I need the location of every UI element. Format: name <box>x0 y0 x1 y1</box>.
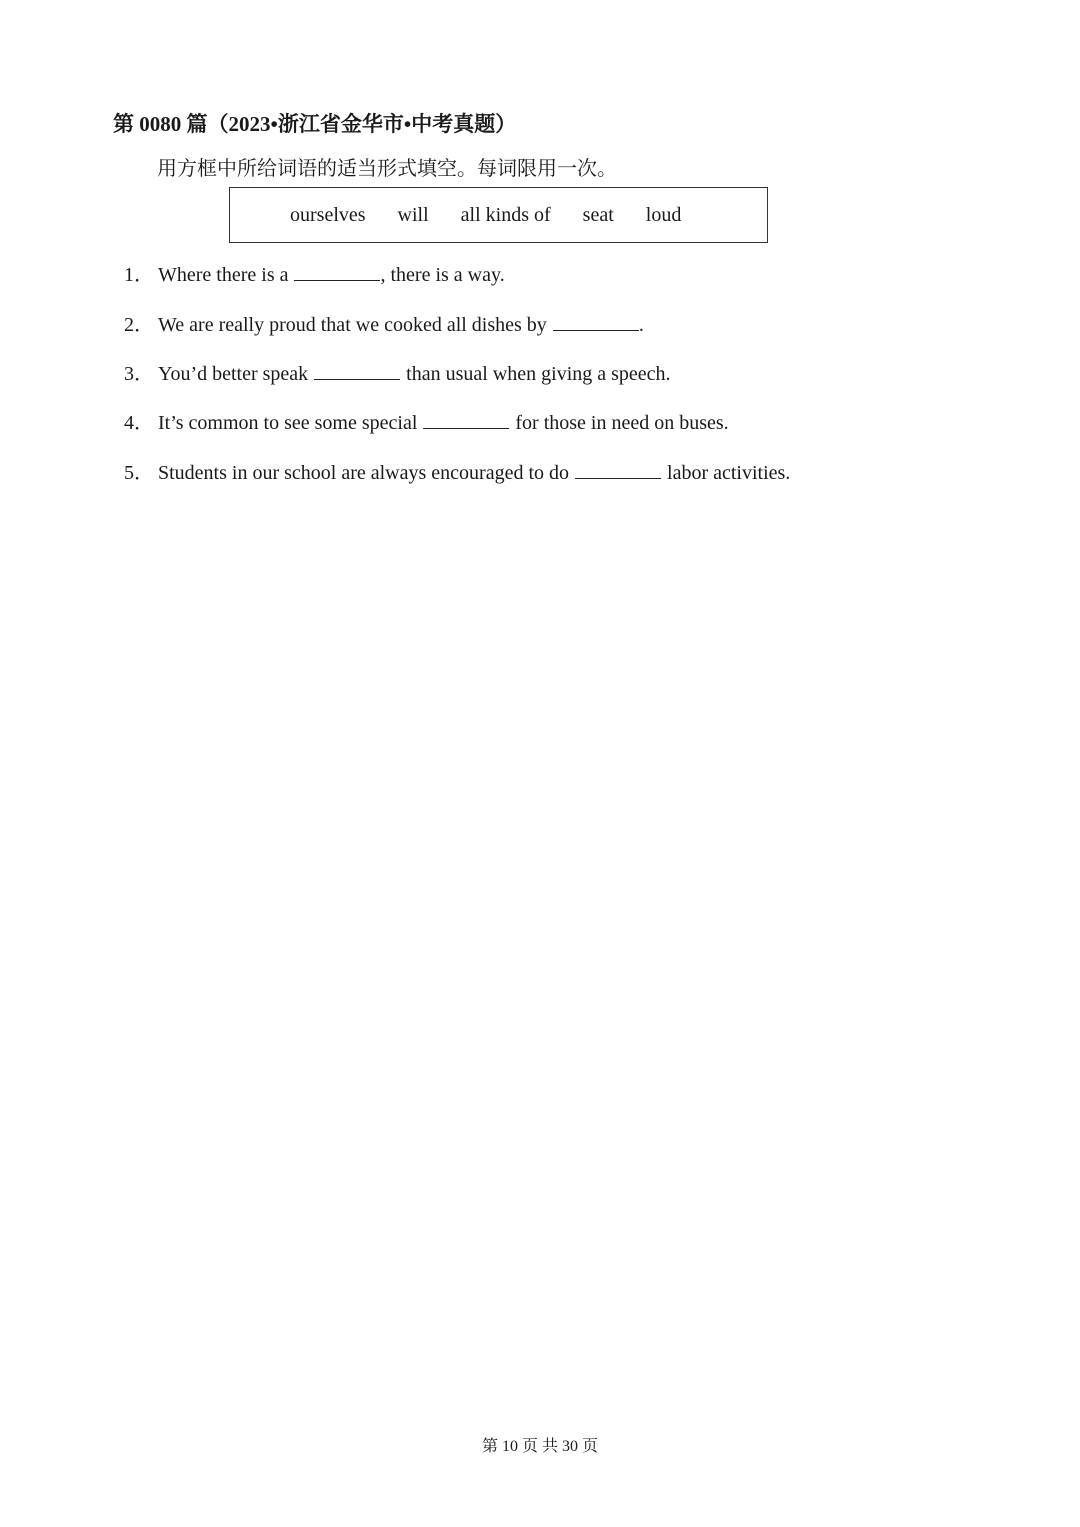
question-text-before: Students in our school are always encouraged to do <box>158 462 570 484</box>
question-number: 4． <box>124 412 154 434</box>
question-2 <box>124 308 644 337</box>
answer-blank[interactable] <box>423 427 509 429</box>
section-title: 第 0080 篇（2023•浙江省金华市•中考真题） <box>113 112 517 136</box>
answer-blank[interactable] <box>294 279 380 281</box>
answer-blank[interactable] <box>314 378 400 380</box>
word-bank-item: seat <box>582 203 614 226</box>
question-4 <box>124 406 729 435</box>
question-text-after: labor activities. <box>667 462 791 484</box>
answer-blank[interactable] <box>553 329 639 331</box>
word-bank-item: loud <box>645 203 682 226</box>
word-bank-box <box>229 187 768 243</box>
question-number: 3． <box>124 363 154 385</box>
word-bank-item: all kinds of <box>460 203 551 226</box>
question-text-before: Where there is a <box>158 264 289 286</box>
question-number: 2． <box>124 314 154 336</box>
word-bank-item: ourselves <box>290 203 366 226</box>
question-text-before: You’d better speak <box>158 363 309 385</box>
question-text-after: . <box>638 314 644 336</box>
instruction-text: 用方框中所给词语的适当形式填空。每词限用一次。 <box>157 158 617 180</box>
page-footer: 第 10 页 共 30 页 <box>481 1438 598 1455</box>
question-text-after: than usual when giving a speech. <box>406 363 671 385</box>
question-number: 1． <box>124 264 154 286</box>
question-3 <box>124 357 671 386</box>
question-text-after: , there is a way. <box>380 264 505 286</box>
question-1 <box>124 258 505 287</box>
answer-blank[interactable] <box>575 477 661 479</box>
question-5 <box>124 456 790 485</box>
question-number: 5． <box>124 462 154 484</box>
question-text-before: We are really proud that we cooked all dishes by <box>158 314 547 336</box>
word-bank-item: will <box>397 203 429 226</box>
question-text-after: for those in need on buses. <box>515 412 729 434</box>
question-text-before: It’s common to see some special <box>158 412 418 434</box>
